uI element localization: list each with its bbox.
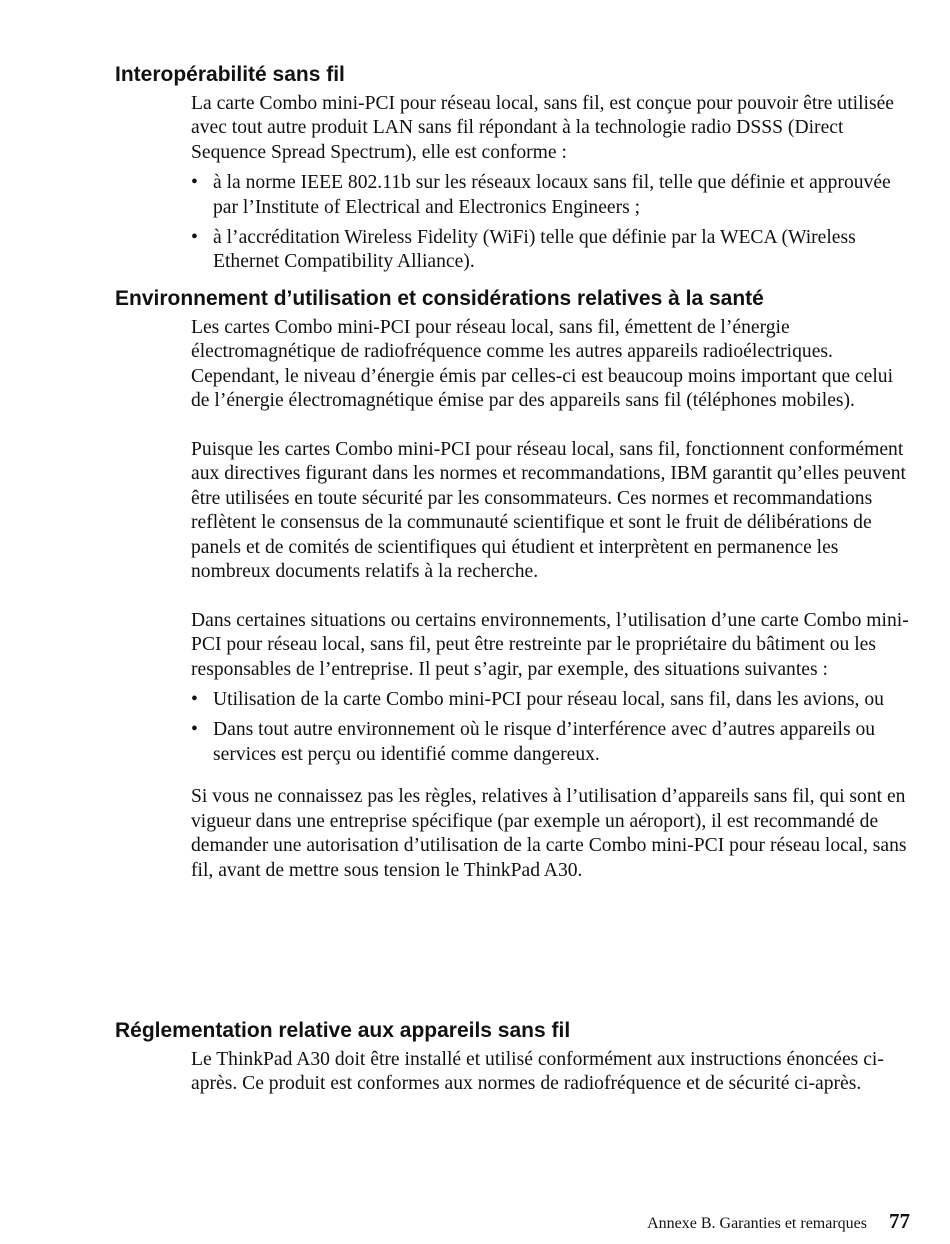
paragraph: Les cartes Combo mini-PCI pour réseau local, sans fil, émettent de l’énergie électromagnétique de radiofréquence comme les autres appareils radioélectriques. Cependant, le niveau d’énergie émis par celles-ci est beaucoup moins important que celui de l’énergie électromagnétique émise par des appareils sans fil (téléphones mobiles). — [191, 317, 894, 412]
list-item-text: Utilisation de la carte Combo mini-PCI pour réseau local, sans fil, dans les avions, ou — [213, 689, 884, 711]
paragraph: Le ThinkPad A30 doit être installé et utilisé conformément aux instructions énoncées ci-après. Ce produit est conformes aux normes de radiofréquence et de sécurité ci-après. — [191, 1049, 884, 1095]
section-body-interoperabilite — [191, 92, 911, 281]
section-heading-environnement: Environnement d’utilisation et considérations relatives à la santé — [115, 287, 764, 310]
bullet-list — [191, 171, 911, 275]
list-item-text: à la norme IEEE 802.11b sur les réseaux locaux sans fil, telle que définie et approuvée par l’Institute of Electrical and Electronics Engineers ; — [213, 172, 891, 218]
list-item — [191, 718, 911, 767]
footer-label: Annexe B. Garanties et remarques — [647, 1215, 867, 1232]
paragraph: La carte Combo mini-PCI pour réseau local, sans fil, est conçue pour pouvoir être utilisée avec tout autre produit LAN sans fil répondant à la technologie radio DSSS (Direct Sequence Spread Spectrum), elle est conforme : — [191, 93, 894, 163]
list-item-text: à l’accréditation Wireless Fidelity (WiFi) telle que définie par la WECA (Wireless Ethernet Compatibility Alliance). — [213, 227, 856, 273]
section-body-reglementation — [191, 1048, 911, 1097]
bullet-icon: • — [191, 719, 198, 741]
list-item — [191, 226, 911, 275]
section-heading-reglementation: Réglementation relative aux appareils sans fil — [115, 1019, 571, 1042]
paragraph: Dans certaines situations ou certains environnements, l’utilisation d’une carte Combo mini-PCI pour réseau local, sans fil, peut être restreinte par le propriétaire du bâtiment ou les responsables de l’entreprise. Il peut s’agir, par exemple, des situations suivantes : — [191, 609, 909, 680]
bullet-list — [191, 688, 911, 767]
section-body-environnement — [191, 316, 911, 883]
bullet-icon: • — [191, 227, 198, 249]
section-heading-interoperabilite: Interopérabilité sans fil — [115, 63, 345, 86]
list-item — [191, 688, 911, 712]
bullet-icon: • — [191, 689, 198, 711]
paragraph: Puisque les cartes Combo mini-PCI pour réseau local, sans fil, fonctionnent conformément aux directives figurant dans les normes et recommandations, IBM garantit qu’elles peuvent être utilisées en toute sécurité par les consommateurs. Ces normes et recommandations reflètent le consensus de la communauté scientifique et sont le fruit de délibérations de panels et de comités de scientifiques qui étudient et interprètent en permanence les nombreux documents relatifs à la recherche. — [191, 439, 906, 583]
list-item — [191, 171, 911, 220]
page-footer — [647, 1209, 910, 1234]
bullet-icon: • — [191, 172, 198, 194]
list-item-text: Dans tout autre environnement où le risque d’interférence avec d’autres appareils ou services est perçu ou identifié comme dangereux. — [213, 719, 876, 765]
page-number: 77 — [889, 1209, 910, 1233]
paragraph: Si vous ne connaissez pas les règles, relatives à l’utilisation d’appareils sans fil, qui sont en vigueur dans une entreprise spécifique (par exemple un aéroport), il est recommandé de demander une autorisation d’utilisation de la carte Combo mini-PCI pour réseau local, sans fil, avant de mettre sous tension le ThinkPad A30. — [191, 786, 907, 881]
